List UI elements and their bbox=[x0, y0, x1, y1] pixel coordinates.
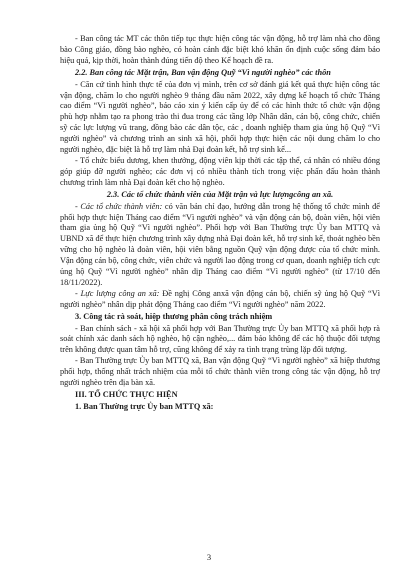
paragraph: - Ban công tác MT các thôn tiếp tục thực hiện công tác vận động, hỗ trợ làm nhà cho đồng bào Công giáo, đồng bào nghèo, có hoàn cảnh đặc biệt khó khăn ổn định cuộc sống đảm bảo hiệu quả, kịp thời, hoàn thành đúng tiến độ theo Kế hoạch đề ra. bbox=[60, 34, 380, 65]
paragraph-lead: - Các tổ chức thành viên: bbox=[75, 201, 163, 211]
paragraph: - Ban chính sách - xã hội xã phối hợp với Ban Thường trực Ủy ban MTTQ xã phối hợp rà soát chính xác danh sách hộ nghèo, hộ cận nghèo,... đảm bảo không để các hộ thuộc đối tượng trên không được quan tâm hỗ trợ, cũng không để xảy ra tình trạng trùng lặp đối tượng. bbox=[60, 323, 380, 355]
section-heading-2-3: 2.3. Các tổ chức thành viên của Mặt trận và lực lượngcông an xã. bbox=[106, 189, 334, 199]
section-heading-1: 1. Ban Thường trực Ủy ban MTTQ xã: bbox=[75, 401, 214, 411]
paragraph: - Căn cứ tình hình thực tế của đơn vị mình, trên cơ sở đánh giá kết quả thực hiện công tác vận động, chăm lo cho người nghèo 9 tháng đầu năm 2022, xây dựng kế hoạch tổ chức Tháng cao điểm “Vì người nghèo”, báo cáo xin ý kiến cấp ủy để có các hình thức tổ chức vận động phù hợp nhằm tạo ra phong trào thi đua trong các tầng lớp Nhân dân, cán bộ, công chức, chiến sỹ các lực lượng vũ trang, đồng bào các dân tộc, các , doanh nghiệp tham gia ủng hộ Quỹ “Vì người nghèo” và chương trình an sinh xã hội, phối hợp thực hiện các nội dung chăm lo cho người nghèo, đặc biệt là hỗ trợ làm nhà Đại đoàn kết, hỗ trợ sinh kế... bbox=[60, 79, 380, 155]
section-heading-3: 3. Công tác rà soát, hiệp thương phân công trách nhiệm bbox=[75, 311, 273, 321]
page-number: 3 bbox=[206, 552, 212, 562]
section-heading-2-2: 2.2. Ban công tác Mặt trận, Ban vận động Quỹ “Vì người nghèo” các thôn bbox=[75, 67, 331, 77]
paragraph bbox=[60, 202, 380, 289]
paragraph bbox=[60, 289, 380, 311]
document-body bbox=[60, 34, 380, 413]
paragraph-text: Đề nghị Công anxã vận động cán bộ, chiến sỹ ủng hộ Quỹ “Vì người nghèo” nhân dịp phát động Tháng cao điểm “Vì người nghèo” năm 2022. bbox=[60, 288, 380, 309]
section-heading-iii: III. TỔ CHỨC THỰC HIỆN bbox=[75, 390, 178, 399]
paragraph: - Tổ chức biểu dương, khen thưởng, động viên kịp thời các tập thể, cá nhân có nhiều đóng góp giúp đỡ người nghèo; các đơn vị có nhiều thành tích trong việc phấn đấu hoàn thành chương trình làm nhà Đại đoàn kết cho hộ nghèo. bbox=[60, 155, 380, 187]
paragraph: - Ban Thường trực Ủy ban MTTQ xã, Ban vận động Quỹ “Vì người nghèo” xã hiệp thương phối hợp, thống nhất trách nhiệm của mỗi tổ chức thành viên trong công tác vận động, hỗ trợ người nghèo trên địa bàn xã. bbox=[60, 356, 380, 388]
paragraph-lead: - Lực lượng công an xã: bbox=[75, 288, 160, 298]
paragraph-text: có văn bản chỉ đạo, hướng dẫn trong hệ thống tổ chức mình để phối hợp thực hiện Tháng cao điểm “Vì người nghèo” và vận động cán bộ, đoàn viên, hội viên tham gia ủng hộ Quỹ “Vì người nghèo”. Phối hợp với Ban Thường trực Ủy ban MTTQ và UBND xã để thực hiện chương trình xây dựng nhà Đại đoàn kết, hỗ trợ sinh kế, thoát nghèo bền vững cho hộ nghèo là đoàn viên, hội viên bằng nguồn Quỹ vận động được của tổ chức mình. Vận động cán bộ, công chức, viên chức và người lao động trong cơ quan, doanh nghiệp tích cực ủng hộ Quỹ “Vì người nghèo” nhân dịp Tháng cao điểm “Vì người nghèo” (từ 17/10 đến 18/11/2022). bbox=[60, 201, 380, 287]
